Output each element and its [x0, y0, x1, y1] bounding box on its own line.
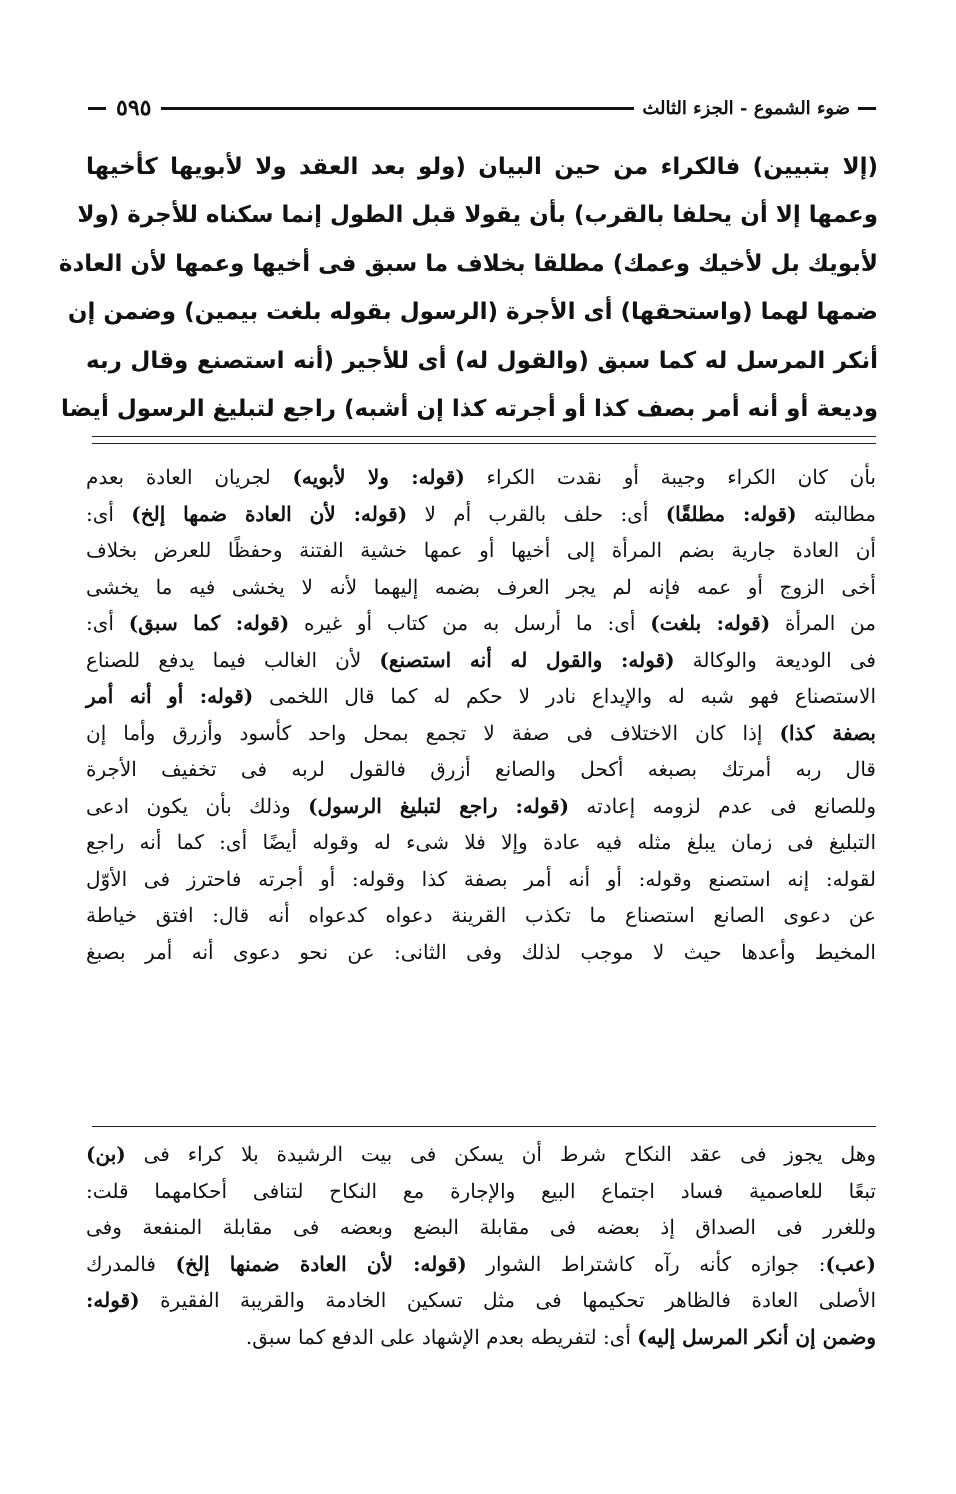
main-text-line: وعمها إلا أن يحلفا بالقرب) بأن يقولا قبل الطول إنما سكناه للأجرة (ولا	[77, 202, 878, 229]
bold-citation: (قوله: بلغت)	[650, 611, 771, 635]
commentary-line	[86, 861, 876, 898]
bold-citation: (قوله: أو أنه أمر	[86, 684, 254, 708]
text-run: أى: ما أرسل به من كتاب أو غيره	[289, 611, 651, 635]
footnote-block	[86, 1136, 876, 1356]
bold-citation: (قوله:	[86, 1288, 140, 1313]
text-run: من المرأة	[770, 611, 876, 635]
text-run: فالمدرك	[86, 1251, 176, 1276]
main-text-line: (إلا بتبيين) فالكراء من حين البيان (ولو بعد العقد ولا لأبويها كأخيها	[86, 154, 878, 180]
footnote-line	[86, 1209, 876, 1246]
page-number: ٥٩٥	[116, 95, 152, 121]
commentary-line	[86, 496, 876, 533]
footnote-line	[86, 1173, 876, 1210]
commentary-line	[86, 788, 876, 825]
bold-citation: (قوله: لأن العادة ضمها إلخ)	[131, 501, 408, 526]
text-run: أن العادة جارية بضم المرأة إلى أخيها أو عمها خشية الفتنة وحفظًا للعرض بخلاف	[86, 538, 876, 562]
text-run: المخيط وأعدها حيث لا موجب لذلك وفى الثانى: عن نحو دعوى أنه أمر بصبغ	[86, 939, 876, 964]
text-run: الاستصناع فهو شبه له والإيداع نادر لا حكم له كما قال اللخمى	[253, 684, 877, 708]
header-rule	[161, 107, 634, 110]
footnote-line	[86, 1282, 876, 1319]
commentary-line	[86, 897, 876, 934]
bold-citation: (بن)	[86, 1142, 126, 1166]
bold-citation: (قوله: كما سبق)	[128, 611, 290, 635]
header-left-dash	[88, 107, 106, 110]
bold-citation: (عب)	[825, 1251, 876, 1276]
footnote-line	[86, 1246, 876, 1283]
text-run: فى الوديعة والوكالة	[674, 647, 876, 672]
commentary-line	[86, 751, 876, 788]
text-run: الأصلى العادة فالظاهر تحكيمها فى مثل تسكين الخادمة والقريبة الفقيرة	[139, 1288, 876, 1313]
main-text-line: وديعة أو أنه أمر بصف كذا أو أجرته كذا إن أشبه) راجع لتبليغ الرسول أيضا	[61, 396, 878, 423]
bold-citation: (قوله: والقول له أنه استصنع)	[379, 647, 675, 672]
commentary-line	[86, 824, 876, 861]
text-run: بأن كان الكراء وجيبة أو نقدت الكراء	[464, 465, 876, 489]
text-run: : جوازه كأنه رآه كاشتراط الشوار	[466, 1251, 826, 1276]
text-run: وذلك بأن يكون ادعى	[86, 793, 309, 818]
main-text-line: ضمها لهما (واستحقها) أى الأجرة (الرسول بقوله بلغت بيمين) وضمن إن	[67, 299, 878, 326]
text-run: أخى الزوج أو عمه فإنه لم يجر العرف بضمه إليهما لأنه لا يخشى فيه ما يخشى	[86, 574, 876, 599]
text-run: لأن الغالب فيما يدفع للصناع	[86, 647, 380, 672]
commentary-block	[86, 459, 876, 970]
commentary-line	[86, 459, 876, 496]
main-text-line: أنكر المرسل له كما سبق (والقول له) أى للأجير (أنه استصنع وقال ربه	[86, 347, 878, 374]
footnote-divider	[92, 1126, 876, 1127]
page-header	[88, 88, 876, 128]
main-text-block	[58, 143, 878, 433]
header-right-dash	[858, 107, 876, 110]
text-run: تبعًا للعاصمية فساد اجتماع البيع والإجارة مع النكاح لتنافى أحكامهما قلت:	[86, 1178, 876, 1203]
commentary-line	[86, 605, 876, 642]
bold-citation: وضمن إن أنكر المرسل إليه)	[637, 1324, 876, 1349]
bold-citation: (قوله: مطلقًا)	[665, 501, 797, 526]
commentary-line	[86, 642, 876, 679]
bold-citation: (قوله: ولا لأبويه)	[292, 465, 465, 489]
bold-citation: (قوله: لأن العادة ضمنها إلخ)	[175, 1251, 467, 1276]
text-run: عن دعوى الصانع استصناع ما تكذب القرينة دعواه كدعواه أنه قال: افتق خياطة	[86, 903, 876, 927]
footnote-line	[86, 1319, 876, 1356]
text-run: وللغرر فى الصداق إذ بعضه فى مقابلة البضع وبعضه فى مقابلة المنفعة وفى	[86, 1215, 876, 1240]
commentary-line	[86, 678, 876, 715]
double-rule-divider	[92, 436, 876, 444]
text-run: أى:	[86, 611, 129, 635]
commentary-line	[86, 532, 876, 569]
text-run: وهل يجوز فى عقد النكاح شرط أن يسكن فى بيت الرشيدة بلا كراء فى	[125, 1142, 876, 1166]
text-run: لجريان العادة بعدم	[86, 465, 293, 489]
commentary-line	[86, 934, 876, 971]
footnote-line	[86, 1136, 876, 1173]
bold-citation: (قوله: راجع لتبليغ الرسول)	[308, 793, 570, 818]
text-run: أى:	[86, 501, 132, 526]
text-run: التبليغ فى زمان يبلغ مثله فيه عادة وإلا فلا شىء له وقوله أيضًا أى: كما أنه راجع	[86, 830, 876, 854]
text-run: مطالبته	[796, 501, 876, 526]
text-run: أى: حلف بالقرب أم لا	[407, 501, 666, 526]
text-run: وللصانع فى عدم لزومه إعادته	[569, 793, 876, 818]
running-title: ضوء الشموع - الجزء الثالث	[642, 97, 850, 119]
text-run: أى: لتفريطه بعدم الإشهاد على الدفع كما سبق.	[245, 1324, 638, 1349]
main-text-line: لأبويك بل لأخيك وعمك) مطلقا بخلاف ما سبق فى أخيها وعمها لأن العادة	[58, 250, 878, 277]
bold-citation: بصفة كذا)	[779, 720, 876, 745]
commentary-line	[86, 569, 876, 606]
text-run: لقوله: إنه استصنع وقوله: أو أنه أمر بصفة كذا وقوله: أو أجرته فاحترز فى الأوّل	[86, 866, 876, 891]
text-run: إذا كان الاختلاف فى صفة لا تجمع بمحل واحد كأسود وأزرق وأما إن	[86, 720, 780, 745]
commentary-line	[86, 715, 876, 752]
text-run: قال ربه أمرتك بصبغه أكحل والصانع أزرق فالقول لربه فى تخفيف الأجرة	[86, 757, 876, 781]
